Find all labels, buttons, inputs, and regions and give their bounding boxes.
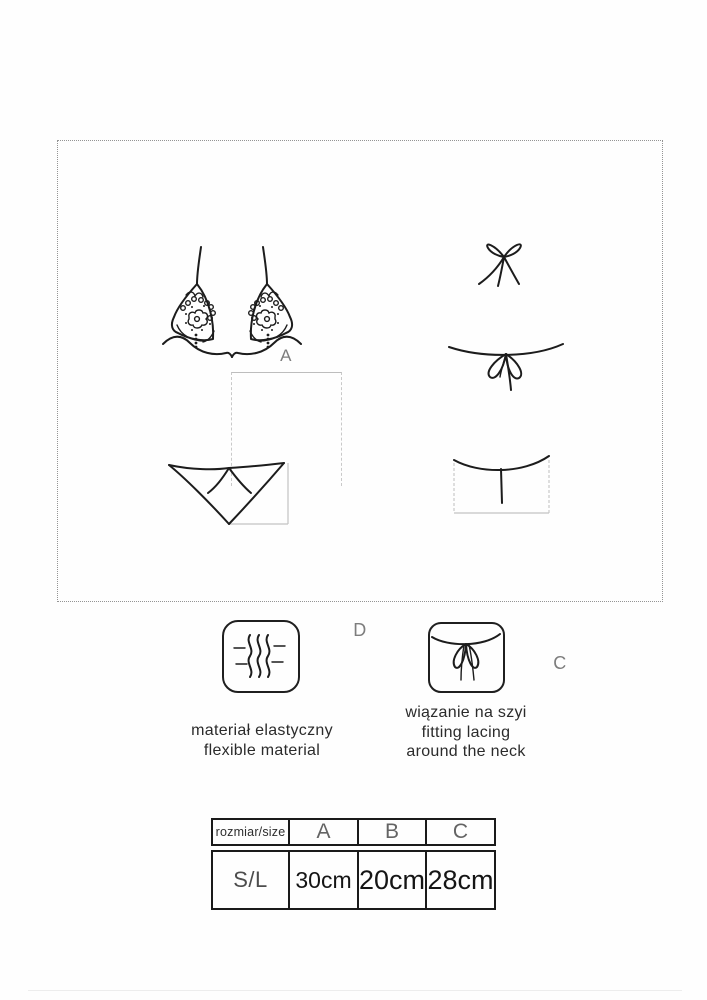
- cell-measure-c: 28cm: [425, 850, 496, 910]
- cell-measure-b: 20cm: [357, 850, 427, 910]
- dimension-label-d: D: [353, 620, 367, 640]
- elastic-material-icon: [222, 620, 300, 693]
- cell-measure-a: 30cm: [288, 850, 359, 910]
- panties-front-drawing: [167, 460, 293, 528]
- caption-line: fitting lacing: [421, 723, 511, 741]
- dimension-label-a: A: [280, 346, 292, 365]
- size-table-header-row: [211, 818, 502, 846]
- header-cell-b: B: [357, 818, 427, 846]
- cell-size-sl: S/L: [211, 850, 290, 910]
- back-band-bow-drawing: [447, 340, 565, 398]
- caption-line: materiał elastyczny: [191, 722, 333, 739]
- bra-front-drawing: [159, 243, 305, 365]
- photo-edge: [28, 990, 682, 991]
- size-table: [211, 818, 502, 910]
- dimension-label-c: C: [553, 653, 567, 673]
- panties-back-drawing: [451, 453, 553, 515]
- elastic-material-caption: [152, 721, 372, 760]
- neck-lacing-caption: [356, 703, 576, 762]
- neck-tie-drawing: [471, 239, 537, 291]
- caption-line: around the neck: [406, 743, 526, 760]
- header-cell-c: C: [425, 818, 496, 846]
- caption-line: flexible material: [203, 741, 321, 759]
- caption-line: wiązanie na szyi: [405, 704, 527, 721]
- size-table-data-row: [211, 850, 502, 910]
- header-cell-rozmiar-size: rozmiar/size: [211, 818, 290, 846]
- header-cell-a: A: [288, 818, 359, 846]
- neck-lacing-icon: [428, 622, 505, 693]
- diagram-frame: [57, 140, 663, 673]
